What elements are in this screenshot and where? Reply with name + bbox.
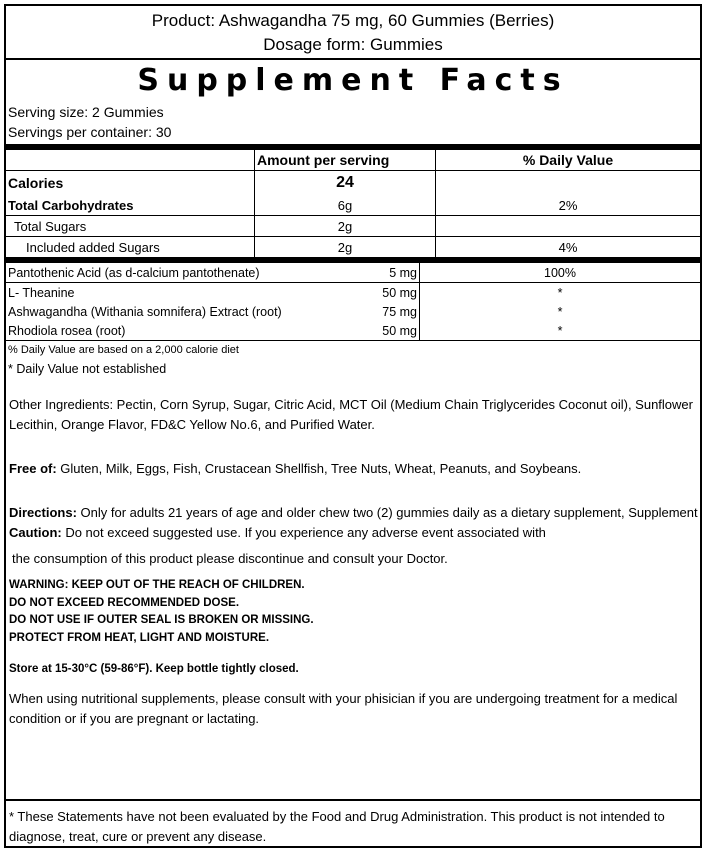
free-of-text: Gluten, Milk, Eggs, Fish, Crustacean Shellfish, Tree Nuts, Wheat, Peanuts, and Soybeans. [56,461,582,476]
supplement-facts-title: Supplement Facts [137,63,569,98]
table-row [6,216,700,237]
ingredient-dv: 100% [544,265,576,280]
daily-value-note: % Daily Value are based on a 2,000 calorie diet [8,344,239,356]
directions-label: Directions: [9,505,77,520]
fda-disclaimer: * These Statements have not been evaluated by the Food and Drug Administration. This product is not intended to diagnose, treat, cure or prevent any disease. [6,799,700,847]
ingredient-dv: * [557,323,563,338]
product-header [6,6,700,60]
table-row [6,171,700,196]
table-row [6,237,700,258]
warnings-block [6,577,700,647]
directions-text: Only for adults 21 years of age and older chew two (2) gummies daily as a dietary supplement, Supplement [76,505,698,520]
dosage-form: Dosage form: Gummies [263,35,443,54]
header-amount: Amount per serving [255,150,436,171]
nutrient-name: Included added Sugars [26,239,160,255]
table-row [6,302,700,321]
daily-value-not-established: * Daily Value not established [8,362,167,376]
table-row [6,263,700,283]
nutrient-dv [436,216,701,237]
header-empty [6,150,255,171]
table-row [6,321,700,340]
nutrient-name: Calories [8,175,64,191]
nutrient-dv: 4% [436,237,701,258]
caution [6,523,700,543]
nutrient-name: Total Carbohydrates [6,195,255,216]
ingredient-dv: * [557,285,563,300]
other-ingredients: Other Ingredients: Pectin, Corn Syrup, Sugar, Citric Acid, MCT Oil (Medium Chain Triglycerides Coconut oil), Sunflower Lecithin, Orange Flavor, FD&C Yellow No.6, and Purified Water. [9,397,693,432]
ingredient-amount: 5 mg [365,263,420,283]
caution-text: Do not exceed suggested use. If you experience any adverse event associated with [61,525,546,540]
nutrient-amount: 24 [255,171,436,196]
storage-note: Store at 15-30°C (59-86°F). Keep bottle tightly closed. [9,663,299,675]
ingredient-name: Pantothenic Acid (as d-calcium pantothenate) [8,265,260,280]
supplement-label [4,4,702,848]
product-name: Product: Ashwagandha 75 mg, 60 Gummies (Berries) [151,11,555,30]
caution-label: Caution: [9,525,62,540]
servings-per-container: Servings per container: 30 [8,124,172,140]
directions [6,503,700,523]
nutrient-name: Total Sugars [6,216,255,237]
ingredient-name: Rhodiola rosea (root) [8,323,126,338]
ingredient-name: L- Theanine [8,285,75,300]
nutrient-dv [436,171,701,196]
ingredient-amount: 75 mg [365,302,420,321]
ingredient-name: Ashwagandha (Withania somnifera) Extract (root) [8,304,282,319]
table-row [6,283,700,303]
warning-line: WARNING: KEEP OUT OF THE REACH OF CHILDREN. [9,579,305,591]
nutrient-table [6,150,700,257]
warning-line: PROTECT FROM HEAT, LIGHT AND MOISTURE. [9,631,270,644]
ingredient-dv: * [557,304,563,319]
free-of-label: Free of: [9,461,57,476]
header-daily-value: % Daily Value [436,150,701,171]
ingredient-amount: 50 mg [365,321,420,340]
table-header-row [6,150,700,171]
nutrient-dv: 2% [436,195,701,216]
warning-line: DO NOT EXCEED RECOMMENDED DOSE. [9,596,240,609]
nutrient-amount: 2g [255,216,436,237]
table-row [6,195,700,216]
free-of [6,459,700,479]
nutrient-amount: 2g [255,237,436,258]
consult-note: When using nutritional supplements, please consult with your phisician if you are undergoing treatment for a medical condition or if you are pregnant or lactating. [9,690,678,726]
ingredient-amount: 50 mg [365,283,420,303]
nutrient-amount: 6g [255,195,436,216]
warning-line: DO NOT USE IF OUTER SEAL IS BROKEN OR MISSING. [9,614,314,626]
ingredient-table [6,263,700,340]
serving-size: Serving size: 2 Gummies [8,104,164,120]
caution-continued: the consumption of this product please discontinue and consult your Doctor. [12,551,448,566]
